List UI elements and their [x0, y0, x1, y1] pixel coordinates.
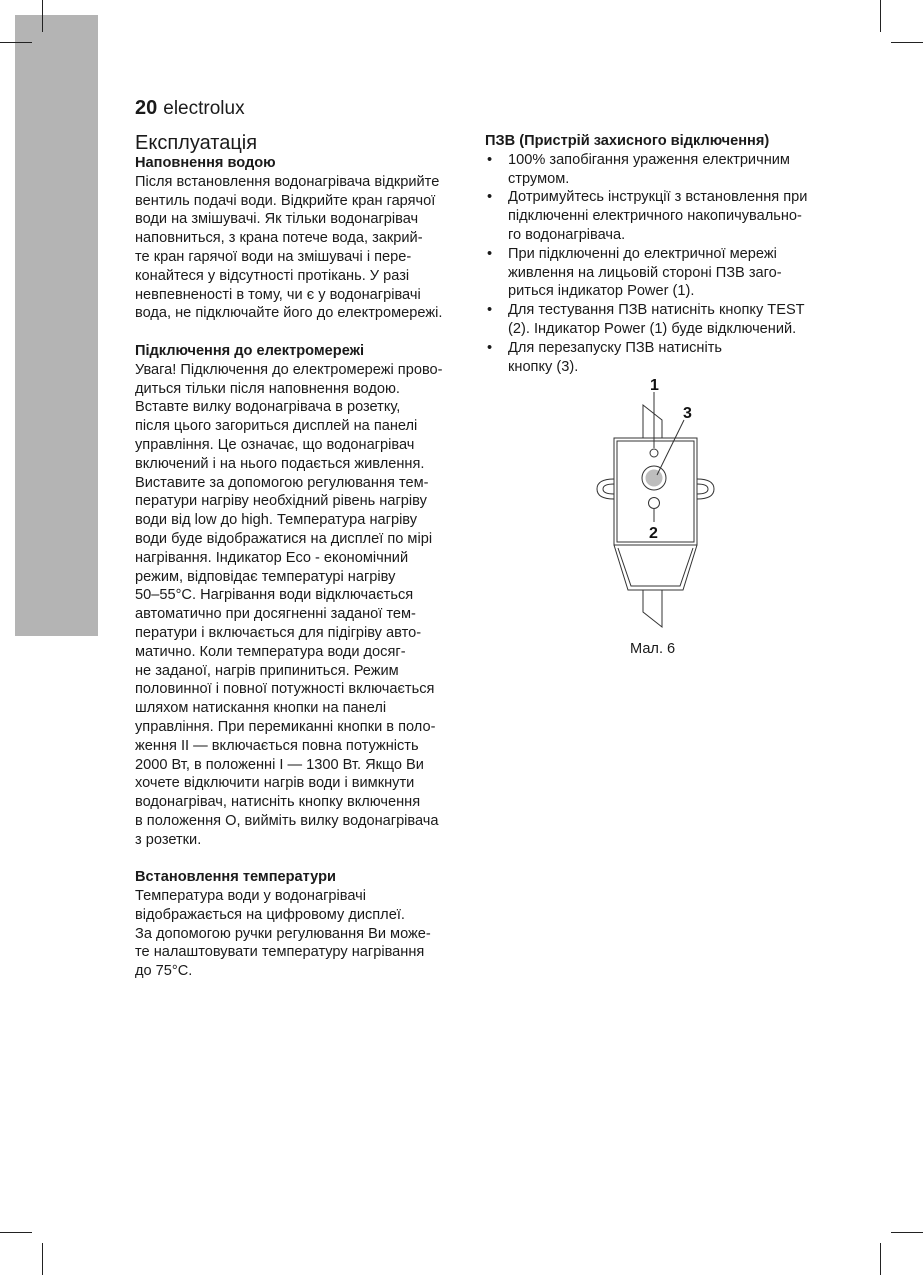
text-line: ження II — включається повна потужність	[135, 737, 419, 754]
text-line: з розетки.	[135, 831, 202, 848]
text-line: після цього загориться дисплей на панелі	[135, 418, 418, 435]
page-number: 20	[135, 97, 158, 119]
text-line: Для перезапуску ПЗВ натисніть	[508, 339, 722, 356]
text-line: не заданої, нагрів припиниться. Режим	[135, 662, 399, 679]
text-line: наповниться, з крана потече вода, закрий-	[135, 230, 423, 247]
text-line: хочете відключити нагрів води і вимкнути	[135, 775, 415, 792]
text-line: 100% запобігання ураження електричним	[508, 151, 790, 168]
power-indicator-icon	[650, 449, 658, 457]
text-line: включений і на нього подається живлення.	[135, 455, 425, 472]
figure-caption: Мал. 6	[630, 641, 676, 657]
text-line: (2). Індикатор Power (1) буде відключений.	[508, 320, 797, 337]
connection-heading: Підключення до електромережі	[135, 342, 365, 359]
text-line: води на змішувачі. Як тільки водонагрівач	[135, 211, 419, 228]
text-line: живлення на лицьовій стороні ПЗВ заго-	[508, 264, 782, 281]
plug-bottom-outer	[614, 545, 697, 590]
text-line: шляхом натискання кнопки на панелі	[135, 700, 387, 717]
text-line: струмом.	[508, 170, 570, 187]
cable-top	[643, 405, 662, 438]
reset-button-icon	[646, 470, 663, 487]
bullet-icon: •	[487, 189, 493, 206]
text-line: диться тільки після наповнення водою.	[135, 380, 400, 397]
text-line: половинної і повної потужності включається	[135, 681, 435, 698]
text-line: 2000 Вт, в положенні I — 1300 Вт. Якщо Ви	[135, 756, 424, 773]
cable-bottom	[643, 590, 662, 627]
text-line: риться індикатор Power (1).	[508, 283, 695, 300]
temperature-heading: Встановлення температури	[135, 869, 336, 886]
text-line: те налаштовувати температуру нагрівання	[135, 944, 425, 961]
text-line: води буде відображатися на дисплеї по мірі	[135, 530, 433, 547]
text-line: Для тестування ПЗВ натисніть кнопку TEST	[508, 302, 805, 319]
text-line: до 75°C.	[135, 963, 193, 980]
text-line: 50–55°C. Нагрівання води відключається	[135, 587, 414, 604]
text-line: води від low до high. Температура нагріву	[135, 512, 418, 529]
text-line: Вставте вилку водонагрівача в розетку,	[135, 399, 401, 416]
text-line: нагрівання. Індикатор Eco - економічний	[135, 549, 409, 566]
text-line: ператури нагріву необхідний рівень нагріву	[135, 493, 427, 510]
text-line: При підключенні до електричної мережі	[508, 245, 777, 262]
label-2: 2	[649, 525, 658, 542]
label-3: 3	[683, 405, 692, 422]
text-line: го водонагрівача.	[508, 226, 626, 243]
ear-right	[697, 479, 714, 499]
text-line: автоматично при досягненні заданої тем-	[135, 606, 416, 623]
text-line: невпевненості в тому, чи є у водонагрівачі	[135, 286, 421, 303]
bullet-icon: •	[487, 302, 493, 319]
text-line: Увага! Підключення до електромережі прово-	[135, 361, 443, 378]
text-line: матично. Коли температура води досяг-	[135, 643, 406, 660]
rcd-heading: ПЗВ (Пристрій захисного відключення)	[485, 133, 770, 149]
text-line: За допомогою ручки регулювання Ви може-	[135, 925, 431, 942]
bullet-icon: •	[487, 339, 493, 356]
text-line: Температура води у водонагрівачі	[135, 888, 367, 905]
text-line: Після встановлення водонагрівача відкрийте	[135, 173, 440, 190]
text-line: підключенні електричного накопичувально-	[508, 208, 802, 225]
section-title: Експлуатація	[135, 132, 258, 154]
test-button-icon	[649, 498, 660, 509]
text-line: вентиль подачі води. Відкрийте кран гарячої	[135, 192, 436, 209]
text-line: відображається на цифровому дисплеї.	[135, 906, 405, 923]
text-line: режим, відповідає температурі нагріву	[135, 568, 396, 585]
text-line: вода, не підключайте його до електромережі.	[135, 305, 443, 322]
text-line: водонагрівач, натисніть кнопку включення	[135, 794, 421, 811]
text-line: Дотримуйтесь інструкції з встановлення при	[508, 189, 808, 206]
bullet-icon: •	[487, 245, 493, 262]
ear-left	[597, 479, 614, 499]
bullet-icon: •	[487, 151, 493, 168]
text-line: управління. При перемиканні кнопки в поло-	[135, 718, 436, 735]
plug-bottom-inner	[618, 548, 693, 586]
brand: electrolux	[163, 98, 245, 119]
leader-3	[657, 420, 684, 475]
label-1: 1	[650, 377, 659, 394]
text-line: конайтеся у відсутності протікань. У разі	[135, 267, 410, 284]
text-line: управління. Це означає, що водонагрівач	[135, 436, 415, 453]
text-line: ператури і включається для підігріву авто-	[135, 624, 422, 641]
text-line: те кран гарячої води на змішувачі і пере-	[135, 248, 412, 265]
filling-heading: Наповнення водою	[135, 155, 276, 171]
text-line: в положення О, вийміть вилку водонагрівача	[135, 812, 439, 829]
text-line: Виставите за допомогою регулювання тем-	[135, 474, 429, 491]
text-line: кнопку (3).	[508, 358, 579, 375]
